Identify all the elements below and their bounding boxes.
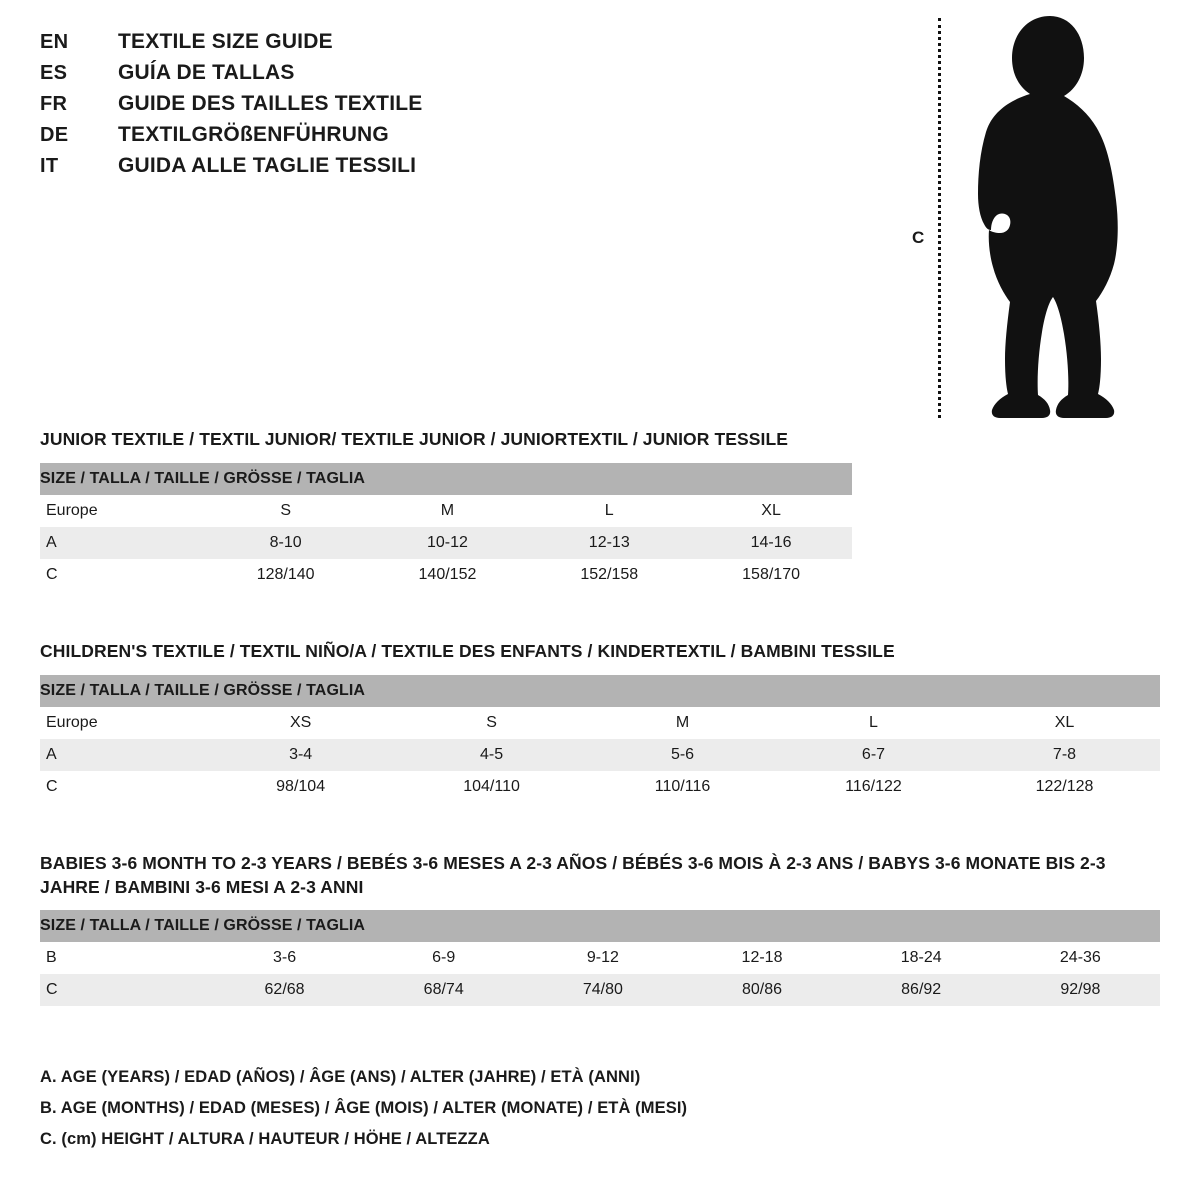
band-label: SIZE / TALLA / TAILLE / GRÖSSE / TAGLIA xyxy=(40,910,1160,942)
table-row xyxy=(40,739,1160,771)
cell-value: 6-9 xyxy=(364,942,523,974)
measure-label-c: C xyxy=(912,228,925,247)
band-label: SIZE / TALLA / TAILLE / GRÖSSE / TAGLIA xyxy=(40,675,1160,707)
table-band-header xyxy=(40,675,1160,707)
footnote-c: C. (cm) HEIGHT / ALTURA / HAUTEUR / HÖHE / ALTEZZA xyxy=(40,1130,490,1148)
language-code: EN xyxy=(40,31,69,53)
section-title: JUNIOR TEXTILE / TEXTIL JUNIOR/ TEXTILE JUNIOR / JUNIORTEXTIL / JUNIOR TESSILE xyxy=(40,429,789,449)
table-row xyxy=(40,771,1160,803)
cell-value: 104/110 xyxy=(396,771,587,803)
cell-value: 3-4 xyxy=(205,739,396,771)
language-row xyxy=(40,154,600,185)
language-title-list xyxy=(40,30,600,185)
cell-value: 110/116 xyxy=(587,771,778,803)
table-row xyxy=(40,527,852,559)
cell-value: 74/80 xyxy=(523,974,682,1006)
language-row xyxy=(40,61,600,92)
child-silhouette-icon xyxy=(958,14,1142,420)
cell-value: XL xyxy=(690,495,852,527)
cell-value: 24-36 xyxy=(1001,942,1160,974)
language-code: ES xyxy=(40,62,68,84)
cell-value: 62/68 xyxy=(205,974,364,1006)
table-row xyxy=(40,495,852,527)
language-row xyxy=(40,92,600,123)
language-title: GUÍA DE TALLAS xyxy=(118,61,295,84)
junior-size-table xyxy=(40,463,852,591)
row-label: C xyxy=(40,974,205,1006)
table-row xyxy=(40,707,1160,739)
cell-value: 116/122 xyxy=(778,771,969,803)
footnote-list xyxy=(40,1068,687,1161)
language-title: TEXTILGRÖßENFÜHRUNG xyxy=(118,123,389,146)
cell-value: 12-13 xyxy=(528,527,690,559)
footnote-a: A. AGE (YEARS) / EDAD (AÑOS) / ÂGE (ANS) / ALTER (JAHRE) / ETÀ (ANNI) xyxy=(40,1068,641,1086)
cell-value: 8-10 xyxy=(205,527,367,559)
cell-value: 9-12 xyxy=(523,942,682,974)
cell-value: L xyxy=(528,495,690,527)
cell-value: 4-5 xyxy=(396,739,587,771)
babies-size-table xyxy=(40,910,1160,1006)
cell-value: 128/140 xyxy=(205,559,367,591)
cell-value: 80/86 xyxy=(682,974,841,1006)
cell-value: 140/152 xyxy=(367,559,529,591)
cell-value: S xyxy=(205,495,367,527)
cell-value: XS xyxy=(205,707,396,739)
row-label: Europe xyxy=(40,707,205,739)
band-label: SIZE / TALLA / TAILLE / GRÖSSE / TAGLIA xyxy=(40,463,852,495)
cell-value: 6-7 xyxy=(778,739,969,771)
table-band-header xyxy=(40,463,852,495)
cell-value: 98/104 xyxy=(205,771,396,803)
section-junior-textile xyxy=(40,428,852,591)
language-row xyxy=(40,123,600,154)
table-band-header xyxy=(40,910,1160,942)
cell-value: 3-6 xyxy=(205,942,364,974)
cell-value: 86/92 xyxy=(842,974,1001,1006)
row-label: B xyxy=(40,942,205,974)
cell-value: 12-18 xyxy=(682,942,841,974)
cell-value: XL xyxy=(969,707,1160,739)
cell-value: M xyxy=(587,707,778,739)
cell-value: L xyxy=(778,707,969,739)
cell-value: M xyxy=(367,495,529,527)
language-title: GUIDA ALLE TAGLIE TESSILI xyxy=(118,154,417,177)
footnote-b: B. AGE (MONTHS) / EDAD (MESES) / ÂGE (MOIS) / ALTER (MONATE) / ETÀ (MESI) xyxy=(40,1099,688,1117)
cell-value: 18-24 xyxy=(842,942,1001,974)
language-title: TEXTILE SIZE GUIDE xyxy=(118,30,333,53)
table-row xyxy=(40,942,1160,974)
table-row xyxy=(40,559,852,591)
language-row xyxy=(40,30,600,61)
section-title: CHILDREN'S TEXTILE / TEXTIL NIÑO/A / TEXTILE DES ENFANTS / KINDERTEXTIL / BAMBINI TESSILE xyxy=(40,641,895,661)
row-label: A xyxy=(40,739,205,771)
cell-value: 7-8 xyxy=(969,739,1160,771)
cell-value: 92/98 xyxy=(1001,974,1160,1006)
cell-value: 122/128 xyxy=(969,771,1160,803)
cell-value: 152/158 xyxy=(528,559,690,591)
cell-value: 14-16 xyxy=(690,527,852,559)
section-children-textile xyxy=(40,640,1160,803)
cell-value: 158/170 xyxy=(690,559,852,591)
language-code: DE xyxy=(40,124,69,146)
row-label: A xyxy=(40,527,205,559)
language-title: GUIDE DES TAILLES TEXTILE xyxy=(118,92,423,115)
cell-value: 5-6 xyxy=(587,739,778,771)
cell-value: S xyxy=(396,707,587,739)
language-code: IT xyxy=(40,155,59,177)
cell-value: 68/74 xyxy=(364,974,523,1006)
children-size-table xyxy=(40,675,1160,803)
height-measure-figure xyxy=(912,10,1142,420)
language-code: FR xyxy=(40,93,68,115)
cell-value: 10-12 xyxy=(367,527,529,559)
row-label: C xyxy=(40,559,205,591)
measure-dotted-line xyxy=(938,18,941,418)
table-row xyxy=(40,974,1160,1006)
row-label: Europe xyxy=(40,495,205,527)
section-babies-textile xyxy=(40,852,1160,1006)
section-title: BABIES 3-6 MONTH TO 2-3 YEARS / BEBÉS 3-6 MESES A 2-3 AÑOS / BÉBÉS 3-6 MOIS À 2-3 ANS / BABYS 3-6 MONATE BIS 2-3 JAHRE / BAMBINI 3-6 MESI A 2-3 ANNI xyxy=(40,853,1106,897)
row-label: C xyxy=(40,771,205,803)
